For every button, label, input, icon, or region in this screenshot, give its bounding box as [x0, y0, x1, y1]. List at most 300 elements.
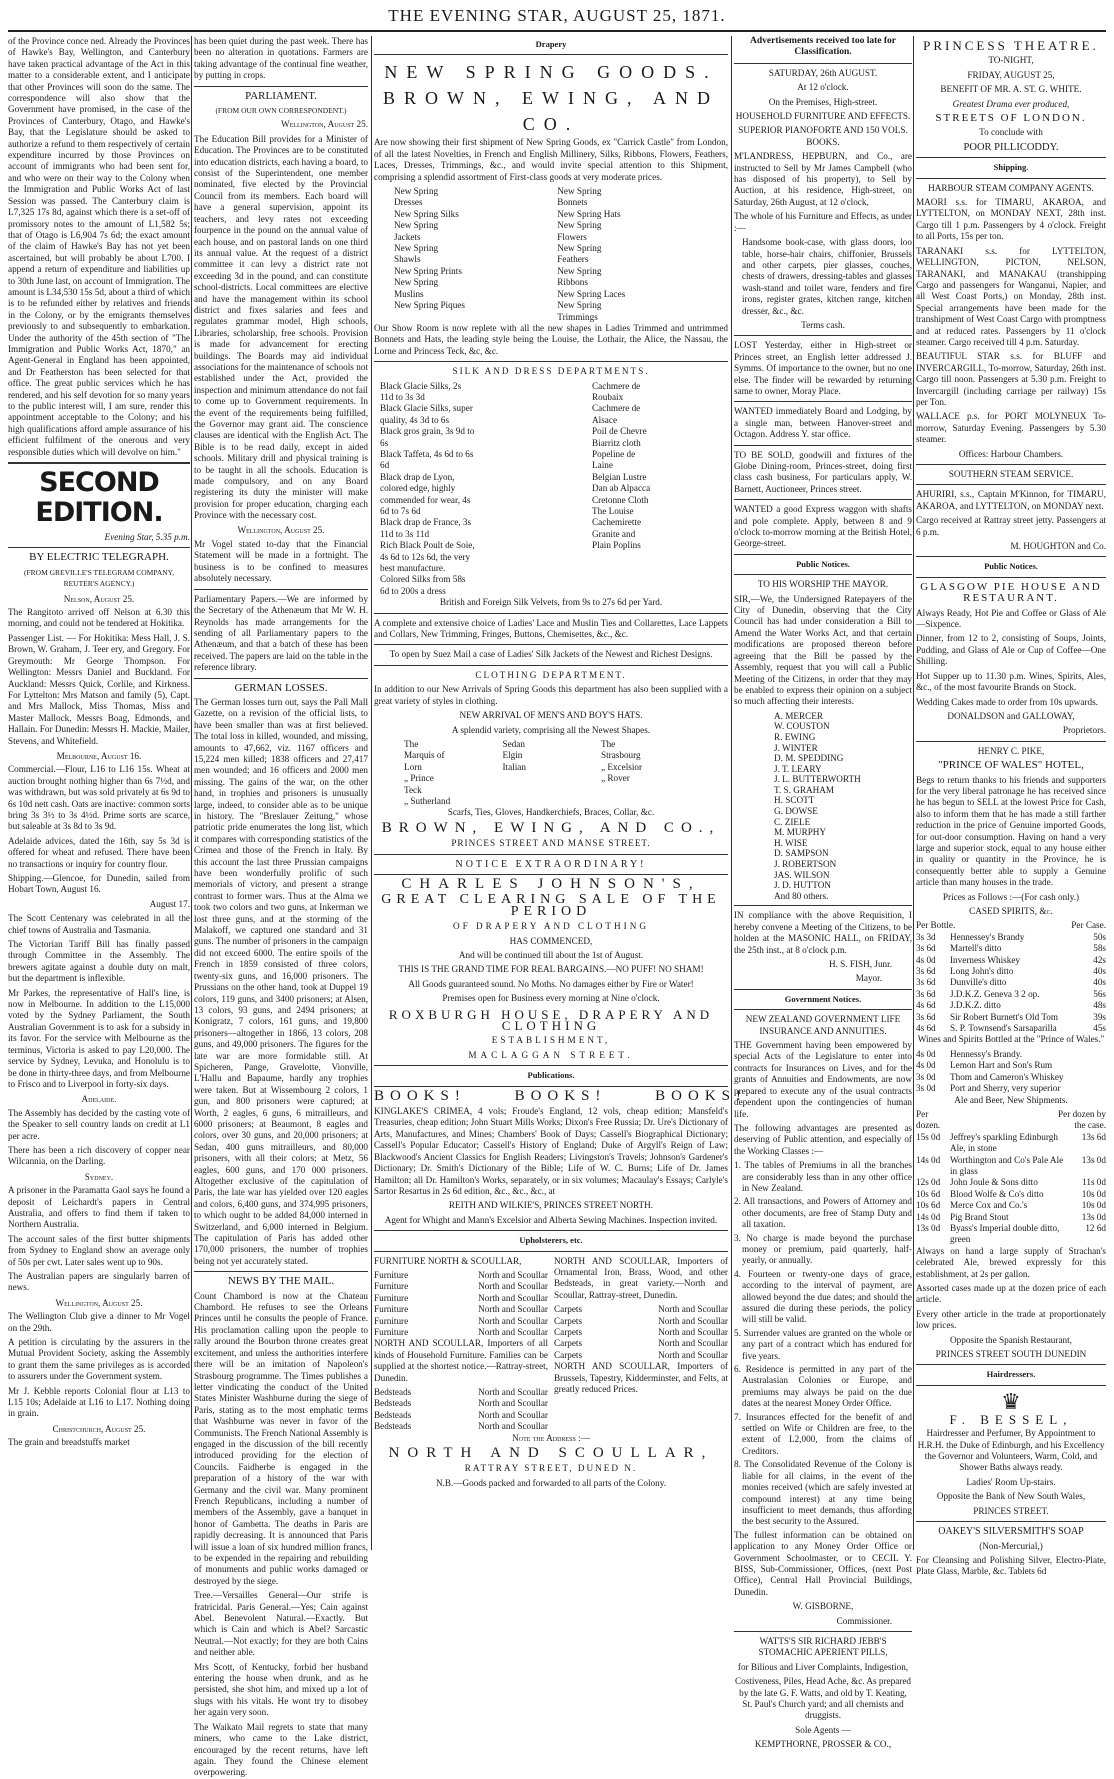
dateline-place: Wellington, August 25. — [280, 119, 368, 130]
article-text: The Education Bill provides for a Minister of Education. The Provinces are to be constituted into education districts, each having a board, to consist of the Superintendent, one member nominated, five elected by the Provincial Council from its members. Each board will have a general supervision, appoint its teachers, and levy rates not exceeding fourpence in the pound on the annual value of each house, and on pastoral lands on one third its annual value. At the request of a district committee it can levy a district rate not exceeding 3d in the pound, and can constitute school-districts. Local committees are elective and have the management within its school district and fixes salaries and fees and regulates grammar model, High schools, Libraries, scholarship, free schools. Provision is made for advancement for erecting buildings. The Boards may aid individual associations for the maintenance of schools not established under the Act, provided the inspection and minimum attendance do not fail to come up to Government requirements. In the event of the requirements being fulfilled, the Governor may grant aid. The conscience clauses are identical with the English Act. The Bible is to be read daily, except in aided schools. Military drill and physical training is to be taught in all the schools. Education is made compulsory, and on any Board registering its duty the minister will make provision for proper education, charging each Province with the necessary cost. — [194, 133, 368, 521]
table-cell: Martell's ditto — [950, 943, 1002, 954]
dateline-place: Nelson, August 25. — [63, 593, 135, 604]
ad-text: Opposite the Bank of New South Wales, — [936, 1491, 1086, 1502]
ad-headline: KEMPTHORNE, PROSSER & CO., — [754, 1739, 892, 1750]
signatory-name: H. WISE — [774, 837, 808, 848]
ad-text: Prices as Follows :—(For cash only.) — [942, 891, 1080, 902]
article-text: Adelaide advices, dated the 16th, say 5s 3d is offered for wheat and refused. There have been no transactions or inquiry for country flour. — [8, 835, 190, 869]
column-4 — [734, 36, 912, 1750]
table-cell: 4s 0d — [916, 1048, 936, 1059]
table-row — [916, 1072, 1106, 1083]
theatre-name: PRINCESS THEATRE. — [923, 38, 1099, 53]
category-label: Drapery — [535, 39, 567, 49]
table-cell: J.D.K.Z. ditto — [950, 1000, 1001, 1011]
second-edition-heading: SECOND EDITION. — [35, 467, 163, 529]
list-item: 4. Fourteen or twenty-one days of grace, according to the interval of payment, are allowed beyond the due dates; and should the assured die during these periods, the policy will still be valid. — [734, 1268, 912, 1325]
ad-text: Terms cash. — [801, 319, 845, 330]
ad-text: for Bilious and Liver Complaints, Indigestion, — [737, 1661, 909, 1672]
article-text: Tree.—Versailles General—Our strife is fratricidal. Paris General.—Yes; Cain against Abel. Benevolent Natural.—Exactly. But which is Cain and which is Abel? Sarcastic Neutral.—Not exactly; for they are both Cains and neither able. — [194, 1590, 368, 1658]
item-label: Bedsteads — [374, 1387, 412, 1397]
article-text: The Australian papers are singularly barren of news. — [8, 1271, 190, 1293]
ad-headline: WATTS'S SIR RICHARD JEBB'S STOMACHIC APERIENT PILLS, — [758, 1635, 888, 1658]
item-label: Carpets — [554, 1304, 583, 1315]
signature-name: M. HOUGHTON and Co. — [1010, 541, 1106, 552]
signatory-name: A. MERCER — [774, 710, 824, 721]
article-text: The Scott Centenary was celebrated in all the chief towns of Australia and Tasmania. — [8, 913, 190, 935]
item-label: Bedsteads — [374, 1409, 412, 1420]
ad-text: THIS IS THE GRAND TIME FOR REAL BARGAINS.—NO PUFF! NO SHAM! — [398, 964, 704, 975]
ad-text: Handsome book-case, with glass doors, loo table, horse-hair chairs, chiffonier, Brussels and other carpets, pier glasses, couches, chests of drawers, dressing-tables and glasses wash-stand and toilet ware, fenders and fire irons, register grates, kitchen range, kitchen dresser, &c., &c. — [742, 237, 912, 316]
item-vendor: North and Scoullar — [658, 1338, 728, 1349]
column-rule — [731, 36, 732, 1550]
table-cell: 39s — [1093, 1011, 1106, 1022]
section-heading: NEWS BY THE MAIL. — [227, 1275, 335, 1288]
ad-text: Hairdresser and Perfumer, By Appointment to H.R.H. the Duke of Edinburgh, and his Excellency the Governor and Volunteers, Warm, Cold, and Shower Baths always ready. — [917, 1428, 1105, 1473]
table-cell: Thom and Cameron's Whiskey — [950, 1071, 1064, 1082]
item-label: Furniture — [374, 1304, 409, 1315]
ad-text: To conclude with — [979, 127, 1043, 138]
ad-text: (Non-Mercurial,) — [979, 1540, 1043, 1551]
divider — [734, 63, 912, 64]
ad-text: Cargo received at Rattray street jetty. Passengers at 6 p.m. — [916, 515, 1106, 537]
article-text: There has been a rich discovery of copper near Wilcannia, on the Darling. — [8, 1144, 190, 1167]
list-item: „ Prince Teck — [404, 773, 434, 795]
ad-headline: "PRINCE OF WALES" HOTEL, — [938, 759, 1084, 772]
list-item: „ Excelsior — [600, 761, 643, 772]
list-item: New Spring Laces — [557, 288, 626, 299]
table-cell: 15s 0d — [916, 1131, 941, 1142]
divider — [374, 874, 728, 875]
ad-text: REITH AND WILKIE'S, PRINCES STREET NORTH. — [448, 1200, 654, 1211]
item-vendor: North and Scoullar — [478, 1292, 548, 1303]
ad-text: OF DRAPERY AND CLOTHING — [452, 921, 650, 932]
list-item: 8. The Consolidated Revenue of the Colony is liable for all claims, in the event of the monies received (which are safely invested at compound interest) at any time being insufficient to meet demands, thus affording the best security to the Assured. — [734, 1459, 912, 1527]
ad-text: In addition to our New Arrivals of Spring Goods this department has also been supplied with a great variety of styles in clothing. — [374, 684, 728, 706]
ad-headline: SUPERIOR PIANOFORTE AND 150 VOLS. BOOKS. — [738, 125, 908, 147]
signatory-name: J. WINTER — [774, 742, 818, 753]
item-label: Furniture — [374, 1281, 409, 1292]
signatory-name: M. MURPHY — [774, 827, 827, 838]
table-cell: Inverness Whiskey — [950, 954, 1020, 965]
ad-headline: NORTH AND SCOULLAR, — [388, 1445, 714, 1462]
list-item: New Spring Flowers — [557, 220, 602, 242]
table-row — [916, 1189, 1106, 1200]
table-cell: Worthington and Co's Pale Ale in glass — [950, 1154, 1064, 1176]
divider — [734, 905, 912, 906]
divider — [916, 464, 1106, 465]
table-cell: 3s 3d — [916, 931, 936, 942]
list-item: New Spring Dresses — [394, 186, 439, 208]
table-row — [916, 977, 1106, 988]
ad-headline: CHARLES JOHNSON'S, — [401, 875, 701, 892]
signature-name: DONALDSON and GALLOWAY, — [947, 710, 1075, 721]
ad-text: MAORI s.s. for TIMARU, AKAROA, and LYTTELTON, on MONDAY NEXT, 28th inst. Cargo till 1 p.m. Passengers by 4 o'clock. Freight to all Ports, 15s per ton. — [916, 197, 1106, 242]
table-row — [916, 1200, 1106, 1211]
ad-text: TO BE SOLD, goodwill and fixtures of the Globe Dining-room, Princes-street, doing first class cash business, For particulars apply, W. Barnett, Auctioneer, Princes street. — [734, 449, 912, 494]
table-cell: 45s — [1093, 1023, 1106, 1034]
section-heading: SILK AND DRESS DEPARTMENTS. — [452, 366, 650, 377]
signatory-name: T. S. GRAHAM — [774, 784, 835, 795]
dateline-place: Wellington, August 25. — [237, 524, 325, 535]
item-label: Furniture — [374, 1315, 409, 1326]
list-item: New Spring Hats — [557, 208, 621, 219]
divider — [374, 1086, 728, 1087]
list-item: New Spring Silks — [394, 208, 459, 219]
silk-list — [374, 381, 728, 598]
ad-text: For Cleansing and Polishing Silver, Electro-Plate, Plate Glass, Marble, &c. Tablets 6d — [916, 1554, 1106, 1577]
ad-address: PRINCES STREET SOUTH DUNEDIN — [935, 1349, 1087, 1360]
ad-headline: GREAT CLEARING SALE OF THE PERIOD — [381, 892, 721, 919]
masthead-rule — [8, 30, 1106, 32]
upholsterers-left — [374, 1256, 548, 1433]
price-table-header — [916, 1109, 1106, 1132]
signatory-name: JAS. WILSON — [774, 869, 830, 880]
ad-text: IN compliance with the above Requisition, I hereby convene a Meeting of the Citizens, to be holden at the MASONIC HALL, on FRIDAY, the 25th inst., at 8 o'clock p.m. — [734, 910, 912, 955]
divider — [734, 989, 912, 990]
list-item: 5. Surrender values are granted on the whole or any part of a contract which has endured for five years. — [734, 1327, 912, 1361]
signatory-name: J. D. HUTTON — [774, 880, 831, 891]
list-item: New Spring Prints — [394, 265, 462, 276]
divider — [374, 854, 728, 855]
dateline-place: August 17. — [149, 898, 190, 909]
ad-text: Always on hand a large supply of Strachan's celebrated Ale, brewed expressly for this establishment, at 2s per gallon. — [916, 1245, 1106, 1279]
table-cell: 58s — [1093, 943, 1106, 954]
item-label: Furniture — [374, 1292, 409, 1303]
category-label: Shipping. — [993, 162, 1029, 173]
ad-text: Offices: Harbour Chambers. — [958, 448, 1064, 459]
article-text: A prisoner in the Paramatta Gaol says he found a deposit of Leichardt's papers in Central Australia, and offers to find them if taken to Northern Australia. — [8, 1185, 190, 1230]
ad-text: NORTH AND SCOULLAR, Importers of Ornamental Iron, Brass, Wood, and other Bedsteads, in great variety.—North and Scoullar, Rattray-street, Dunedin. — [554, 1255, 728, 1300]
table-row — [916, 989, 1106, 1000]
divider — [916, 577, 1106, 578]
ad-text: Hot Supper up to 11.30 p.m. Wines, Spirits, Ales, &c., of the most favourite Brands on Stock. — [916, 670, 1106, 693]
table-cell: 11s 0d — [1082, 1177, 1106, 1188]
divider — [734, 554, 912, 555]
list-item — [374, 1410, 548, 1421]
ad-headline: HARBOUR STEAM COMPANY AGENTS. — [928, 182, 1094, 193]
ad-text: BEAUTIFUL STAR s.s. for BLUFF and INVERCARGILL, To-morrow, Saturday, 26th inst. Cargo till noon. Passengers at 5.30 p.m. Freight to Invercargill (including carriage per railway) 15s per Ton. — [916, 351, 1106, 407]
ad-text: Opposite the Spanish Restaurant, — [950, 1334, 1072, 1345]
section-heading: NOTICE EXTRAORDINARY! — [455, 858, 647, 870]
divider — [8, 462, 190, 464]
table-cell: Jeffrey's sparkling Edinburgh Ale, in stone — [950, 1131, 1058, 1154]
item-vendor: North and Scoullar — [658, 1315, 728, 1326]
column-rule — [913, 36, 914, 1550]
article-text: Mrs Scott, of Kentucky, forbid her husband entering the house when drunk, and as he persisted, she shot him, and mixed up a lot of slugs with his vitals. He wont try to disobey her again very soon. — [194, 1661, 368, 1718]
section-heading: GERMAN LOSSES. — [234, 681, 328, 694]
ad-text: Assorted cases made up at the dozen price of each article. — [916, 1283, 1106, 1305]
list-item: Black drap de Lyon, colored edge, highly commended for wear, 4s 6d to 7s 6d — [380, 471, 471, 516]
table-cell: Dunville's ditto — [950, 977, 1007, 988]
article-text: The German losses turn out, says the Pall Mall Gazette, on a revision of the official lists, to have been smaller than was at first believed. The total loss in killed, wounded, and missing, amounts to 47,662, viz. 1167 officers and 15,224 men killed; 1838 officers and 27,417 men wounded; and 16 officers and 2000 men missing. The gains of the war, on the other hand, in trophies and prisoners is unusually large, indeed, to consider able as to be unique in history. The "Breslauer Zeitung," whose patriotic pride enumerates the long list, which it compares with corresponding statistics of the Crimea and those of the French in Italy. By this account the last three Prussian campaigns have been wonderfully prolific of such memorials of victory, and present a strange contrast to former wars. Thus at the Alma we took two colors and two guns, at Inkerman we lost three guns, and at the storming of the Malakoff, we captured one standard and 31 guns. The number of prisoners in the campaign did not exceed 6000. The entire spoils of the French in 1859 consisted of three colors, twenty-six guns, and 16,000 prisoners. The Prussians on the other hand, took at Duppel 19 colors, 119 guns, and 3400 prisoners; at Alsen, 13 colors, 93 guns, and 2494 prisoners; at Konigratz, 7 colors, 161 guns, and 19,800 prisoners—altogether in 1866, 13 colors, 208 guns, and 49,000 prisoners. The figures for the late war are more formidable still. At Spicheren, Pange, Gravelotte, Vionville, L'Hallu and Bapaume, hardly any trophies were taken. But at Wissembourg 2 colors, 1 gun, and 800 prisoners were captured; at Worth, 2 eagles, 6 guns, 6 mitrailleurs, and 6000 prisoners; at Beaumont, 8 eagles and colors, over 30 guns, and 20,000 prisoners; at Sedan, 400 guns mitrailleurs, and 80,000 prisoners, with all their colors; at Metz, 56 eagles, 600 guns, and 170 000 prisoners. Altogether exclusive of the capitulation of Paris, the late war has yielded over 120 eagles and colors, 6,400 guns, and 374,995 prisoners, to which ought to be added 84,000 interned in Switzerland, and 6,000 interned in Belgium. The capitulation of Paris has added other 170,000 prisoners, the number of trophies being not yet accurately stated. — [194, 696, 368, 1266]
ad-text: Our Show Room is now replete with all the new shapes in Ladies Trimmed and untrimmed Bonnets and Hats, the leading style being the Louise, the Lothair, the Alice, the Nassau, the Lorne and Princess Teck, &c, &c. — [374, 322, 728, 356]
ad-address: RATTRAY STREET, DUNED N. — [464, 1463, 638, 1474]
ad-address: PRINCES STREET. — [973, 1505, 1049, 1516]
list-item: 7. Insurances effected for the benefit of and settled on Wife or Children are free, to the extent of L2,000, from the claims of Creditors. — [734, 1411, 912, 1456]
signatory-name: D. M. SPEDDING — [774, 753, 844, 764]
table-row — [916, 1060, 1106, 1071]
item-vendor: North and Scoullar — [478, 1281, 548, 1292]
dateline: Evening Star, 5.35 p.m. — [104, 532, 190, 543]
column-2 — [194, 36, 368, 1778]
signature-name: H. S. FISH, Junr. — [828, 959, 892, 970]
article-text: Passenger List. — For Hokitika: Mess Hall, J. S. Brown, W. Graham, J. Teer ery, and Gregory. For Greymouth: Mr George Thompson. For Wellington: Messrs Daniel and Buckland. For Auckland: Messrs Quick, Corlile, and Kirkness. For Lyttelton: Mrs Matson and family (5), Capt. and Mrs Mallock, Miss Thomas, Miss and Master Mallock, Messrs Boag, Edmonds, and Hallain. For Dunedin: Messrs H. Mackie, Mailer, Stevens, and Whitefield. — [8, 632, 190, 746]
list-item: Black Glacie Silks, super quality, 4s 3d to 6s — [380, 403, 473, 425]
list-item — [554, 1304, 728, 1315]
ad-text: The following advantages are presented as deserving of Public attention, and especially of the Working Classes :— — [734, 1122, 912, 1156]
column-1 — [8, 36, 190, 1550]
table-heading: Wines and Spirits Bottled at the "Prince of Wales." — [917, 1034, 1105, 1045]
signatory-name: C. ZIELE — [774, 816, 811, 827]
item-vendor: North and Scoullar — [478, 1269, 548, 1280]
table-cell: 14s 0d — [916, 1154, 941, 1165]
masthead: THE EVENING STAR, AUGUST 25, 1871. — [388, 6, 726, 25]
list-item: New Spring Shawls — [394, 243, 439, 265]
item-label: Carpets — [554, 1326, 583, 1337]
advantages-list — [734, 1160, 912, 1528]
item-vendor: North and Scoullar — [478, 1387, 548, 1397]
list-item — [374, 1387, 548, 1398]
list-item: Black gros grain, 3s 9d to 6s — [380, 426, 475, 448]
list-item: The Marquis of Lorn — [404, 738, 445, 772]
table-cell: 3s 6d — [916, 1011, 936, 1022]
ad-address: PRINCES STREET AND MANSE STREET. — [451, 838, 651, 849]
table-row — [916, 1083, 1106, 1094]
divider — [374, 1065, 728, 1066]
divider — [194, 589, 368, 590]
silk-left — [380, 381, 578, 598]
item-label: Furniture — [374, 1269, 409, 1280]
table-cell: Lemon Hart and Son's Rum — [950, 1060, 1053, 1071]
signatory-name: G. DOWSE — [774, 806, 818, 817]
ad-text: Every other article in the trade at proportionately low prices. — [916, 1308, 1106, 1331]
list-item: Rich Black Poult de Soie, 4s 6d to 12s 6d, the very best manufacture. — [380, 540, 475, 574]
article-text: Count Chambord is now at the Chateau Chambord. He refuses to see the Orleans Princes until he consults the people of France. His proclamation calling upon the people to rally around the Bourbon throne creates great excitement, and unless the authorities interfere there will be an imitation of Napoleon's Strasbourg programme. The Times publishes a letter vindicating the conduct of the United States Minister Washburne during the siege of Paris, stating as to the most emphatic terms that Washburne was never in favor of the Communists. The French National Assembly is engaged in the discussion of the bill recently introduced providing for the election of Councils. Faidherbe is engaged in the preparation of a history of the war with Germany and the civil war. Many prominent French Republicans, including a number of members of the Assembly, gave a banquet in honor of Gambetta. The deaths in Paris are rapidly decreasing. It is announced that Paris will issue a loan of six hundred million francs, to be expended in the repairing and rebuilding of monuments and public works damaged or destroyed by the siege. — [194, 1290, 368, 1586]
item-label: Carpets — [554, 1349, 583, 1360]
ad-text: Ladies' Room Up-stairs. — [966, 1476, 1056, 1487]
ad-text: ESTABLISHMENT, — [491, 1035, 611, 1046]
signature-title: Mayor. — [855, 973, 882, 984]
royal-crest-icon: ♛ — [1001, 1388, 1021, 1414]
ad-text: TARANAKI s.s. for LYTTELTON, WELLINGTON, PICTON, NELSON, TARANAKI, and MANAKAU (transhipping Cargo and passengers for Wanganui, Napier, and all West Coast Ports,) on Monday, 28th inst. Special arrangements have been made for the transhipment of West Coast Cargo with promptness and at reduced rates. Passengers by 11 o'clock steamer. Cargo received till 4 p.m. Saturday. — [916, 245, 1106, 347]
section-heading: NEW ARRIVAL OF MEN'S AND BOY'S HATS. — [459, 710, 643, 721]
divider — [194, 86, 368, 87]
item-vendor: North and Scoullar — [478, 1315, 548, 1326]
category-label: Publications. — [527, 1070, 575, 1081]
list-item: Popeline de Laine — [592, 448, 636, 471]
spring-goods-right — [557, 186, 708, 323]
item-vendor: North and Scoullar — [478, 1398, 548, 1409]
ad-text: And will be continued till about the 1st of August. — [458, 950, 644, 960]
hats-list — [374, 739, 728, 807]
divider — [194, 1271, 368, 1272]
dateline-place: Christchurch, August 25. — [52, 1423, 146, 1434]
ad-text: WANTED a good Express waggon with shafts and pole complete. Apply, between 8 and 9 o'clock to-morrow morning at the British Hotel, George-street. — [734, 504, 912, 549]
table-row — [916, 1155, 1106, 1178]
table-cell: 4s 0d — [916, 954, 936, 965]
divider — [374, 665, 728, 666]
list-item — [374, 1281, 548, 1292]
carpets-list — [554, 1304, 728, 1361]
list-item: New Spring Jackets — [394, 220, 439, 242]
list-item: 3. No charge is made beyond the purchase money or premium, paid quarterly, half-yearly, or annually. — [734, 1232, 912, 1266]
ad-headline: BROWN, EWING, AND CO. — [383, 88, 719, 135]
wines-price-table — [916, 1049, 1106, 1095]
item-vendor: North and Scoullar — [658, 1326, 728, 1337]
list-item: Cachmere de Alsace — [592, 403, 641, 425]
signatory-name: R. EWING — [774, 731, 816, 742]
table-cell: 10s 6d — [916, 1200, 941, 1211]
ad-address: MACLAGGAN STREET. — [468, 1049, 634, 1060]
list-item: Colored Silks from 58s 6d to 200s a dress — [380, 574, 466, 596]
list-item — [374, 1316, 548, 1327]
list-item: Poil de Chevre — [592, 426, 647, 437]
column-header: Per Bottle. — [916, 920, 956, 931]
table-row — [916, 1000, 1106, 1011]
table-cell: 12s 0d — [916, 1177, 941, 1188]
table-row — [916, 1223, 1106, 1246]
list-item: New Spring Ribbons — [557, 265, 602, 288]
article-text: A petition is circulating by the assurers in the Mutual Provident Society, asking the Assembly to grant them the same privileges as is accorded to assurers under the Government system. — [8, 1337, 190, 1382]
upholsterers-block — [374, 1256, 728, 1433]
article-text: The Assembly has decided by the casting vote of the Speaker to sell country lands on credit at L1 per acre. — [8, 1107, 190, 1141]
ad-text: BENEFIT OF MR. A. ST. G. WHITE. — [940, 84, 1082, 95]
ad-text: On the Premises, High-street. — [768, 96, 878, 107]
list-item — [554, 1316, 728, 1327]
signatory-name: H. SCOTT — [774, 795, 815, 806]
list-item: Italian — [502, 761, 526, 772]
article-text: Shipping.—Glencoe, for Dunedin, sailed from Hobart Town, August 16. — [8, 873, 190, 895]
list-item: New Spring Piques — [394, 300, 465, 311]
list-item: New Spring Feathers — [557, 243, 602, 265]
signatories-list — [774, 711, 912, 902]
table-cell: 40s — [1093, 977, 1106, 988]
table-cell: 10s 6d — [916, 1188, 941, 1199]
ad-text: British and Foreign Silk Velvets, from 9s to 27s 6d per Yard. — [439, 597, 663, 608]
list-item: The Strasbourg — [600, 738, 641, 761]
table-cell: 10s 0d — [1081, 1188, 1106, 1199]
ad-text: All Goods guaranteed sound. No Moths. No damages either by Fire or Water! — [408, 978, 694, 989]
ad-text: Always Ready, Hot Pie and Coffee or Glass of Ale—Sixpence. — [916, 607, 1106, 630]
item-vendor: North and Scoullar — [478, 1304, 548, 1315]
dateline-place: Melbourne, August 16. — [56, 750, 142, 761]
table-cell: 4s 0d — [916, 1060, 936, 1071]
ad-headline: GLASGOW PIE HOUSE AND RESTAURANT. — [920, 580, 1102, 605]
list-item — [374, 1421, 548, 1432]
list-item: New Spring Muslins — [394, 277, 439, 299]
ad-text: Dinner, from 12 to 2, consisting of Soups, Joints, Pudding, and Glass of Ale or Cup of Coffee—One Shilling. — [916, 633, 1106, 667]
ad-headline: ROXBURGH HOUSE, DRAPERY AND CLOTHING — [388, 1006, 714, 1034]
hats-col — [502, 739, 599, 807]
article-text: The account sales of the first butter shipments from Sydney to England show an average only of 50s per cwt. Later sales went up to 90s. — [8, 1233, 190, 1267]
table-row — [916, 932, 1106, 943]
table-row — [916, 1012, 1106, 1023]
ad-headline: HENRY C. PIKE, — [977, 745, 1045, 756]
category-label: Upholsterers, etc. — [519, 1235, 583, 1246]
ad-text: KINGLAKE'S CRIMEA, 4 vols; Froude's England, 12 vols, cheap edition; Mansfeld's Treasuries, cheap edition; John Stuart Mills Works; Dixon's Free Russia; Dr. Ure's Dictionary of Arts, Manufactures, and Mines; Chambers' Book of Days; Cassell's Biographical Dictionary; Cassell's Popular Educator; Cassell's History of England; Duke of Argyll's Reign of Law; Blackwood's Ancient Classics for English Readers; Livingston's Travels; Johnson's Gardener's Dictionary; Dr. Smith's Dictionary of the Bible; Life of W. C. Burns; Life of Dr. James Hamilton; all Dr. Hamilton's Works, separately, or in six volumes; Macaulay's Essays; Carlyle's Sartor Resartus in 2s 6d edition, &c., &c., &c., at — [374, 1106, 728, 1196]
ad-text: TO-NIGHT, — [988, 55, 1034, 66]
dateline-place: Adelaide. — [81, 1094, 117, 1105]
divider — [916, 157, 1106, 158]
table-cell: 13s 0d — [1081, 1154, 1106, 1165]
category-label: Public Notices. — [984, 561, 1038, 572]
item-vendor: North and Scoullar — [478, 1409, 548, 1420]
column-rule — [191, 36, 192, 1550]
price-table-header — [916, 920, 1106, 931]
article-text: Mr J. Kebble reports Colonial flour at L13 to L15 10s; Adelaide at L16 to L17. Nothing doing in grain. — [8, 1385, 190, 1419]
list-item: Black Glacie Silks, 2s 11d to 3s 3d — [380, 380, 462, 402]
table-cell: 14s 0d — [916, 1211, 941, 1222]
table-cell: Port and Sherry, very superior — [950, 1083, 1061, 1094]
spirits-price-table — [916, 932, 1106, 1035]
signatory-name: J. L. BUTTERWORTH — [774, 774, 861, 785]
divider — [916, 741, 1106, 742]
divider — [734, 1009, 912, 1010]
ad-headline: STREETS OF LONDON. — [935, 112, 1087, 125]
list-item — [374, 1327, 548, 1338]
list-item: The Louise Cachemirette — [592, 506, 642, 528]
ad-text: The whole of his Furniture and Effects, as under :— — [734, 211, 912, 233]
category-label: Government Notices. — [784, 993, 862, 1004]
article-text: Parliamentary Papers.—We are informed by the Secretary of the Athenæum that Mr W. H. Reynolds has made arrangements for the sending of all Parliamentary papers to the Athenæum, and that a batch of these has been received. The papers are laid on the table in the reference library. — [194, 593, 368, 673]
credit-line: (FROM OUR OWN CORRESPONDENT.) — [215, 106, 347, 116]
divider — [916, 484, 1106, 485]
article-text: The Rangitoto arrived off Nelson at 6.30 this morning, and could not be tendered at Hokitika. — [8, 607, 190, 629]
table-cell: 3s 0d — [916, 1071, 936, 1082]
item-vendor: North and Scoullar — [478, 1421, 548, 1432]
table-cell: 56s — [1093, 988, 1106, 999]
table-cell: 40s — [1093, 966, 1106, 977]
item-vendor: North and Scoullar — [658, 1349, 728, 1360]
divider — [734, 401, 912, 402]
list-item: Belgian Lustre — [592, 471, 647, 482]
category-label: Hairdressers. — [986, 1369, 1036, 1380]
ales-price-table — [916, 1132, 1106, 1246]
item-label: Bedsteads — [374, 1421, 412, 1432]
ad-text: N.B.—Goods packed and forwarded to all parts of the Colony. — [435, 1477, 667, 1488]
hats-col — [601, 739, 698, 807]
article-text: Commercial.—Flour, L16 to L16 15s. Wheat at auction brought nothing higher than 6s 7½d, and was withdrawn, but was sold privately at 6s 9d to 6s 10d nett cash. Oats are inactive: common sorts bring 3s 3½ to 3s 4½d. Prime sorts are scarce, but saleable at 3s 8d to 3s 9d. — [8, 764, 190, 832]
table-cell: 3s 6d — [916, 977, 936, 988]
ad-text: NORTH AND SCOULLAR, Importers of all kinds of Household Furniture. Families can be supplied at the shortest notice.—Rattray-street, Dunedin. — [374, 1338, 548, 1383]
article-text: The Victorian Tariff Bill has finally passed through Committee in the Assembly. The brewers agitate against a double duty on malt, but the department is inflexible. — [8, 939, 190, 984]
table-cell: Byass's Imperial double ditto, green — [950, 1222, 1060, 1245]
signature-title: Proprietors. — [1062, 725, 1106, 736]
column-header: Per Case. — [1071, 920, 1106, 931]
divider — [916, 1385, 1106, 1386]
table-cell: 48s — [1093, 1000, 1106, 1011]
ad-text: WALLACE p.s. for PORT MOLYNEUX To-morrow, Saturday Evening. Passengers by 5.30 steamer. — [916, 411, 1106, 445]
divider — [374, 1230, 728, 1231]
ad-text: Sole Agents — — [795, 1724, 851, 1735]
bedsteads-list — [374, 1387, 548, 1433]
table-cell: 3s 0d — [916, 1083, 936, 1094]
silk-right — [592, 381, 722, 598]
column-rule — [371, 36, 372, 1550]
table-cell: Merce Cox and Co.'s — [950, 1200, 1028, 1211]
ad-headline: F. BESSEL, — [949, 1411, 1073, 1427]
table-row — [916, 943, 1106, 954]
article-text: of the Province conce ned. Already the Provinces of Hawke's Bay, Wellington, and Canterbury have taken practical advantage of the Act in this matter to a considerable extent, and I anticipate that other Provinces will soon do the same. The correspondence will also show that the Government have promised, in the case of the Provinces of Canterbury, Otago, and Hawke's Bay, that the Legislature should be asked to authorize a refund to them respectively of certain expenditure incurred by those Provinces on account of immigrants who had been sent for, and who were on their way to the Colony when the Immigration and Public Works Act of last Session was passed. The Canterbury claim is L7,325 17s 8d, against which there is a set-off of promissory notes to the amount of L1,582 5s; that of Otago is L6,904 7s 6d; the exact amount of the claim of Hawke's Bay has not yet been ascertained, but will probably be about L700. I append a return of expenditure and liabilities up to 30th June last, on account of Immigration. The amount is L34,530 15s 5d, about a third of which is to be refunded either by relatives and friends in the Colony, or by the emigrants themselves previously to and subsequently to embarkation. Under the authority of the 45th section of "The Immigration and Public Works Act, 1870," an Agent-General in England has been appointed, and Dr Featherston has been selected for that office. The great public services which he has rendered, and his self devotion for so many years to the public interest will, I am sure, render this appointment acceptable to the Colony; and his high qualifications afford ample assurance of his efficient fulfilment of the onerous and very responsible duties which will devolve on him." — [8, 36, 190, 457]
ad-text: Begs to return thanks to his friends and supporters for the very liberal patronage he has received since he has begun to SELL at the lowest Price for Cash, also to inform them that he has made a still farther reduction in the price of Genuine imported Goods, for out-door consumption. Having on hand a very large and superior stock, equal to any house either in quality or quantity in the Province, he is consequently better able to supply a Genuine article than many houses in the trade. — [916, 774, 1106, 888]
table-cell: Long John's ditto — [950, 966, 1014, 977]
spring-goods-list — [374, 186, 728, 323]
table-cell: J.D.K.Z. Geneva 3 2 op. — [950, 988, 1040, 999]
table-row — [916, 1212, 1106, 1223]
category-label: Public Notices. — [796, 558, 850, 569]
table-cell: Hennessy's Brandy. — [950, 1048, 1022, 1059]
list-item — [554, 1350, 728, 1361]
